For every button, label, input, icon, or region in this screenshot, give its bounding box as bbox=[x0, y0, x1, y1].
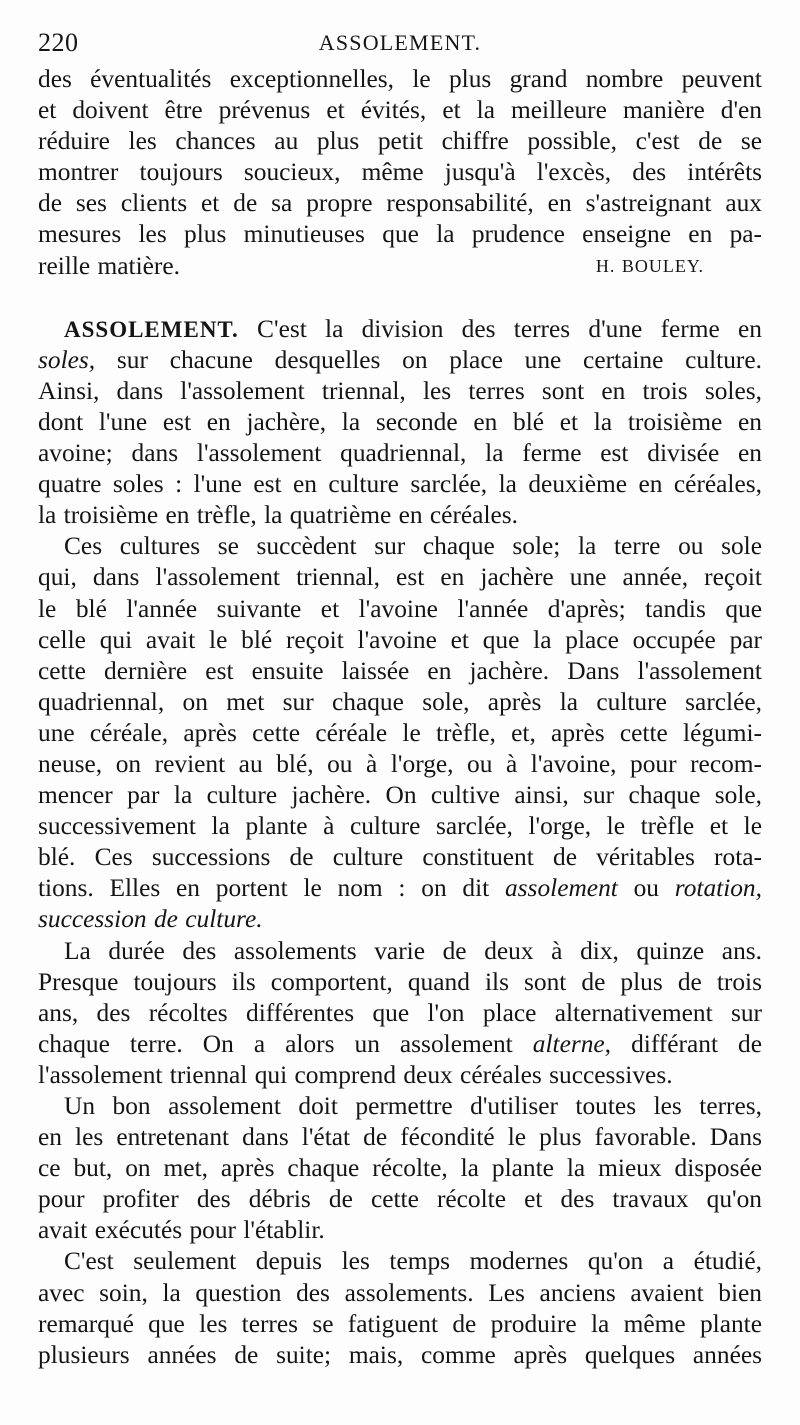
text-line: la troisième en trèfle, la quatrième en céréales. bbox=[38, 501, 518, 530]
text-line bbox=[38, 314, 762, 345]
text-line: qui, dans l'assolement triennal, est en jachère une année, reçoit bbox=[38, 563, 762, 592]
page-number: 220 bbox=[38, 28, 79, 57]
text-line: montrer toujours soucieux, même jusqu'à l'excès, des intérêts bbox=[38, 158, 762, 187]
italic-term: rotation, bbox=[674, 874, 762, 903]
text-line: celle qui avait le blé reçoit l'avoine et que la place occupée par bbox=[38, 625, 762, 654]
text-line: mesures les plus minutieuses que la prudence enseigne en pa- bbox=[38, 220, 762, 249]
text-line bbox=[38, 251, 762, 282]
text-line: Ces cultures se succèdent sur chaque sole; la terre ou sole bbox=[64, 532, 762, 561]
text-line bbox=[38, 1029, 762, 1060]
text-line: mencer par la culture jachère. On cultive ainsi, sur chaque sole, bbox=[38, 781, 762, 810]
text-line: ce but, on met, après chaque récolte, la plante la mieux disposée bbox=[38, 1154, 762, 1183]
text-line bbox=[38, 873, 762, 904]
text-line: le blé l'année suivante et l'avoine l'année d'après; tandis que bbox=[38, 594, 762, 623]
text-fragment: C'est la division des terres d'une ferme en bbox=[238, 314, 762, 343]
text-line: et doivent être prévenus et évités, et la meilleure manière d'en bbox=[38, 96, 762, 125]
entry-headword: ASSOLEMENT. bbox=[64, 316, 239, 342]
text-line: réduire les chances au plus petit chiffre possible, c'est de se bbox=[38, 127, 762, 156]
text-line: plusieurs années de suite; mais, comme après quelques années bbox=[38, 1340, 762, 1369]
text-line: de ses clients et de sa propre responsabilité, en s'astreignant aux bbox=[38, 189, 762, 218]
italic-term: soles, bbox=[38, 345, 96, 374]
italic-term: alterne, bbox=[532, 1029, 612, 1058]
author-signature: H. BOULEY. bbox=[595, 255, 704, 276]
italic-term: assolement bbox=[504, 874, 618, 903]
text-fragment: différant de bbox=[611, 1029, 762, 1058]
text-line: en les entretenant dans l'état de fécondité le plus favorable. Dans bbox=[38, 1123, 762, 1152]
text-line: dont l'une est en jachère, la seconde en blé et la troisième en bbox=[38, 407, 762, 436]
text-fragment: sur chacune desquelles on place une certaine culture. bbox=[95, 345, 762, 374]
text-line: Ainsi, dans l'assolement triennal, les terres sont en trois soles, bbox=[38, 376, 762, 405]
text-line: Un bon assolement doit permettre d'utiliser toutes les terres, bbox=[64, 1092, 762, 1120]
previous-article-ending bbox=[38, 64, 762, 282]
text-line: cette dernière est ensuite laissée en jachère. Dans l'assolement bbox=[38, 656, 762, 685]
text-line: remarqué que les terres se fatiguent de produire la même plante bbox=[38, 1309, 762, 1338]
text-line bbox=[38, 345, 762, 376]
text-line: blé. Ces successions de culture constituent de véritables rota- bbox=[38, 843, 762, 872]
text-line: succession de culture. bbox=[38, 905, 263, 934]
text-line: une céréale, après cette céréale le trèfle, et, après cette légumi- bbox=[38, 718, 762, 747]
text-line: avait exécutés pour l'établir. bbox=[38, 1216, 325, 1245]
text-line: pour profiter des débris de cette récolte et des travaux qu'on bbox=[38, 1185, 762, 1214]
text-fragment: tions. Elles en portent le nom : on dit bbox=[38, 874, 505, 903]
text-line: successivement la plante à culture sarclée, l'orge, le trèfle et le bbox=[38, 812, 762, 841]
text-line: quatre soles : l'une est en culture sarclée, la deuxième en céréales, bbox=[38, 470, 762, 499]
page-header bbox=[38, 28, 762, 64]
text-line: C'est seulement depuis les temps modernes qu'on a étudié, bbox=[64, 1247, 762, 1276]
text-fragment: ou bbox=[617, 874, 675, 903]
text-line: avec soin, la question des assolements. Les anciens avaient bien bbox=[38, 1278, 762, 1307]
section-gap bbox=[38, 282, 762, 314]
text-line: quadriennal, on met sur chaque sole, après la culture sarclée, bbox=[38, 687, 762, 716]
running-title: ASSOLEMENT. bbox=[318, 30, 482, 55]
article-assolement bbox=[38, 314, 762, 1371]
book-page bbox=[38, 28, 762, 1371]
text-line: l'assolement triennal qui comprend deux céréales successives. bbox=[38, 1060, 673, 1089]
text-fragment: reille matière. bbox=[38, 251, 180, 280]
text-line: neuse, on revient au blé, ou à l'orge, ou à l'avoine, pour recom- bbox=[38, 749, 762, 778]
text-line: La durée des assolements varie de deux à dix, quinze ans. bbox=[64, 936, 762, 965]
text-fragment: chaque terre. On a alors un assolement bbox=[38, 1029, 533, 1058]
text-line: Presque toujours ils comportent, quand ils sont de plus de trois bbox=[38, 967, 762, 996]
text-line: avoine; dans l'assolement quadriennal, la ferme est divisée en bbox=[38, 439, 762, 468]
text-line: ans, des récoltes différentes que l'on place alternativement sur bbox=[38, 998, 762, 1027]
text-line: des éventualités exceptionnelles, le plus grand nombre peuvent bbox=[38, 65, 762, 93]
